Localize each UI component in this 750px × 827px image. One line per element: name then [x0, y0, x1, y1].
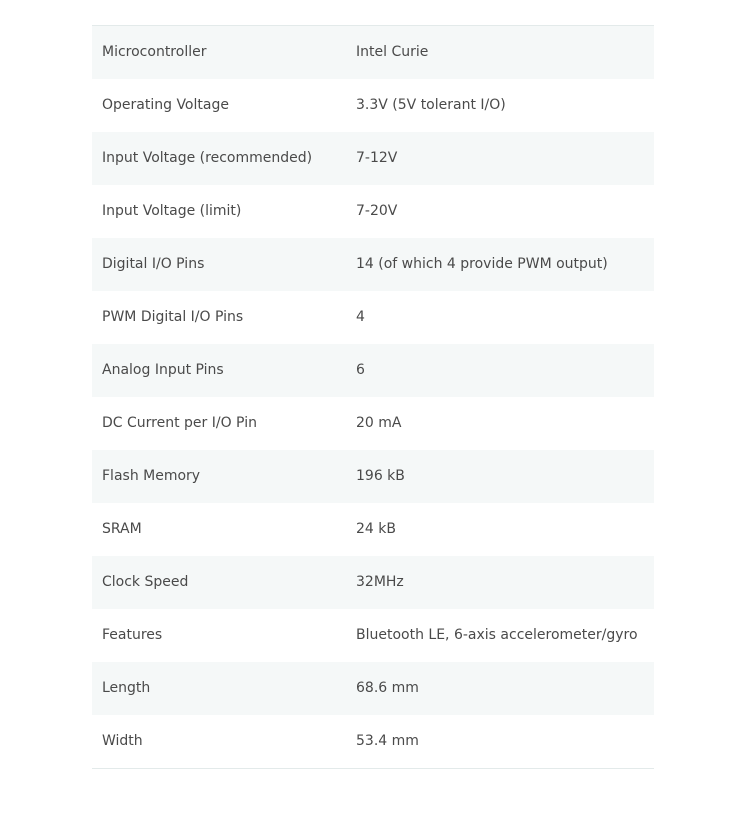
spec-label: Operating Voltage: [102, 97, 229, 113]
table-row: [92, 503, 654, 556]
spec-value: 4: [356, 309, 365, 325]
spec-value: Intel Curie: [356, 44, 429, 60]
spec-value: 32MHz: [356, 574, 404, 590]
spec-label: Digital I/O Pins: [102, 256, 205, 272]
spec-value: 24 kB: [356, 521, 396, 537]
table-row: [92, 238, 654, 291]
spec-value: Bluetooth LE, 6-axis accelerometer/gyro: [356, 627, 638, 643]
spec-value: 53.4 mm: [356, 733, 419, 749]
table-row: [92, 609, 654, 662]
spec-label: Microcontroller: [102, 44, 207, 60]
spec-label: Analog Input Pins: [102, 362, 224, 378]
spec-label: Input Voltage (limit): [102, 203, 242, 219]
spec-label: SRAM: [102, 521, 142, 537]
spec-label: PWM Digital I/O Pins: [102, 309, 244, 325]
table-row: [92, 715, 654, 769]
spec-value: 7-20V: [356, 203, 398, 219]
table-row: [92, 556, 654, 609]
table-row: [92, 397, 654, 450]
spec-label: Length: [102, 680, 151, 696]
table-row: [92, 185, 654, 238]
spec-label: Clock Speed: [102, 574, 189, 590]
spec-label: DC Current per I/O Pin: [102, 415, 257, 431]
spec-value: 7-12V: [356, 150, 398, 166]
spec-label: Width: [102, 733, 143, 749]
spec-value: 20 mA: [356, 415, 402, 431]
tech-specs-table: [92, 25, 654, 769]
spec-value: 3.3V (5V tolerant I/O): [356, 97, 506, 113]
table-row: [92, 79, 654, 132]
table-row: [92, 291, 654, 344]
table-row: [92, 26, 654, 80]
spec-value: 196 kB: [356, 468, 405, 484]
spec-label: Input Voltage (recommended): [102, 150, 313, 166]
table-row: [92, 344, 654, 397]
spec-label: Features: [102, 627, 163, 643]
table-row: [92, 662, 654, 715]
spec-label: Flash Memory: [102, 468, 201, 484]
spec-value: 6: [356, 362, 365, 378]
tech-specs-body: [92, 26, 654, 769]
table-row: [92, 450, 654, 503]
spec-value: 14 (of which 4 provide PWM output): [356, 256, 608, 272]
spec-value: 68.6 mm: [356, 680, 419, 696]
table-row: [92, 132, 654, 185]
